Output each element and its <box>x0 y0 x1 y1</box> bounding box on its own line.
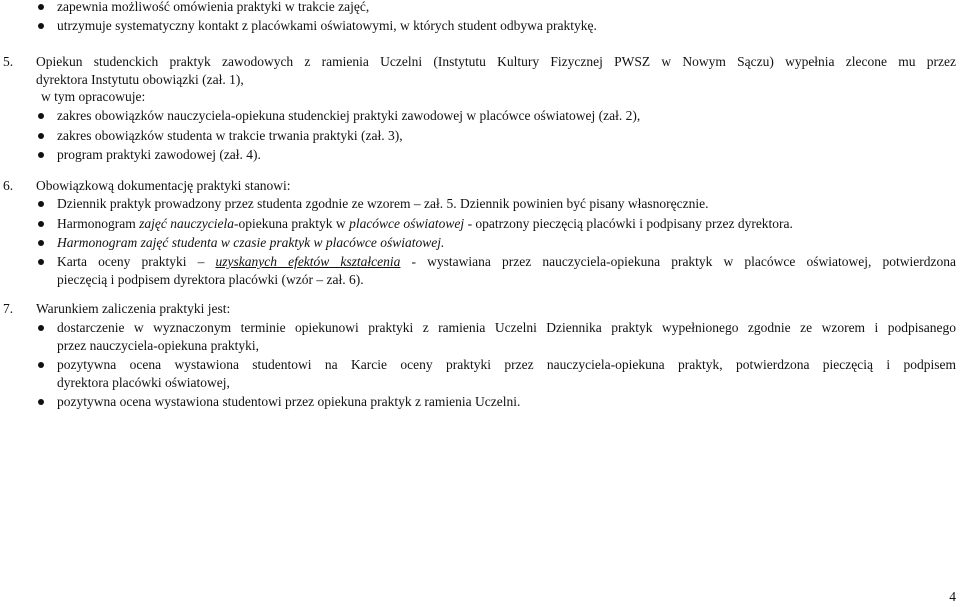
text-run-italic: placówce oświatowej <box>349 216 465 231</box>
bullet-icon <box>38 259 44 265</box>
paragraph-line: dyrektora Instytutu obowiązki (zał. 1), <box>36 72 244 87</box>
bullet-icon <box>38 201 44 207</box>
section-heading: Warunkiem zaliczenia praktyki jest: <box>36 301 231 316</box>
list-item-continuation: pieczęcią i podpisem dyrektora placówki (wzór – zał. 6). <box>57 272 364 287</box>
text-run: Karta oceny praktyki – <box>57 254 216 269</box>
bullet-icon <box>38 362 44 368</box>
list-item: zakres obowiązków nauczyciela-opiekuna studenckiej praktyki zawodowej w placówce oświatowej (zał. 2), <box>57 108 641 123</box>
page-number: 4 <box>949 589 956 604</box>
text-run-italic-underline: uzyskanych efektów kształcenia <box>215 254 401 269</box>
paragraph-line: w tym opracowuje: <box>41 89 146 104</box>
list-item: utrzymuje systematyczny kontakt z placówkami oświatowymi, w których student odbywa praktykę. <box>57 18 597 33</box>
text-run: - opatrzony pieczęcią placówki i podpisany przez dyrektora. <box>464 216 793 231</box>
bullet-icon <box>38 4 44 10</box>
bullet-icon <box>38 240 44 246</box>
list-item: pozytywna ocena wystawiona studentowi przez opiekuna praktyk z ramienia Uczelni. <box>57 394 521 409</box>
list-item-continuation: dyrektora placówki oświatowej, <box>57 375 230 390</box>
bullet-icon <box>38 325 44 331</box>
list-item-continuation: przez nauczyciela-opiekuna praktyki, <box>57 338 260 353</box>
section-number: 7. <box>3 301 14 316</box>
bullet-icon <box>38 152 44 158</box>
section-heading: Obowiązkową dokumentację praktyki stanowi: <box>36 178 291 193</box>
list-item: zakres obowiązków studenta w trakcie trwania praktyki (zał. 3), <box>57 128 403 143</box>
list-item: dostarczenie w wyznaczonym terminie opiekunowi praktyki z ramienia Uczelni Dziennika praktyk wypełnionego zgodnie ze wzorem i podpisanego <box>57 320 956 335</box>
list-item: Harmonogram zajęć studenta w czasie praktyk w placówce oświatowej. <box>57 235 445 250</box>
list-item: zapewnia możliwość omówienia praktyki w trakcie zajęć, <box>57 0 370 14</box>
list-item <box>57 254 956 270</box>
text-run: Harmonogram <box>57 216 140 231</box>
paragraph-line: Opiekun studenckich praktyk zawodowych z ramienia Uczelni (Instytutu Kultury Fizycznej PWSZ w Nowym Sączu) wypełnia zlecone mu przez <box>36 54 956 69</box>
bullet-icon <box>38 23 44 29</box>
list-item: Dziennik praktyk prowadzony przez studenta zgodnie ze wzorem – zał. 5. Dziennik powinien być pisany własnoręcznie. <box>57 196 709 211</box>
section-number: 5. <box>3 54 14 69</box>
text-run-italic: zajęć nauczyciela- <box>139 216 239 231</box>
list-item: pozytywna ocena wystawiona studentowi na Karcie oceny praktyki przez nauczyciela-opiekuna praktyk, potwierdzona pieczęcią i podpisem <box>57 357 956 372</box>
bullet-icon <box>38 113 44 119</box>
section-number: 6. <box>3 178 14 193</box>
list-item: program praktyki zawodowej (zał. 4). <box>57 147 261 162</box>
text-run: opiekuna praktyk w <box>238 216 350 231</box>
bullet-icon <box>38 399 44 405</box>
bullet-icon <box>38 133 44 139</box>
list-item <box>57 216 793 232</box>
bullet-icon <box>38 221 44 227</box>
text-run: - wystawiana przez nauczyciela-opiekuna praktyk w placówce oświatowej, potwierdzona <box>400 254 956 269</box>
